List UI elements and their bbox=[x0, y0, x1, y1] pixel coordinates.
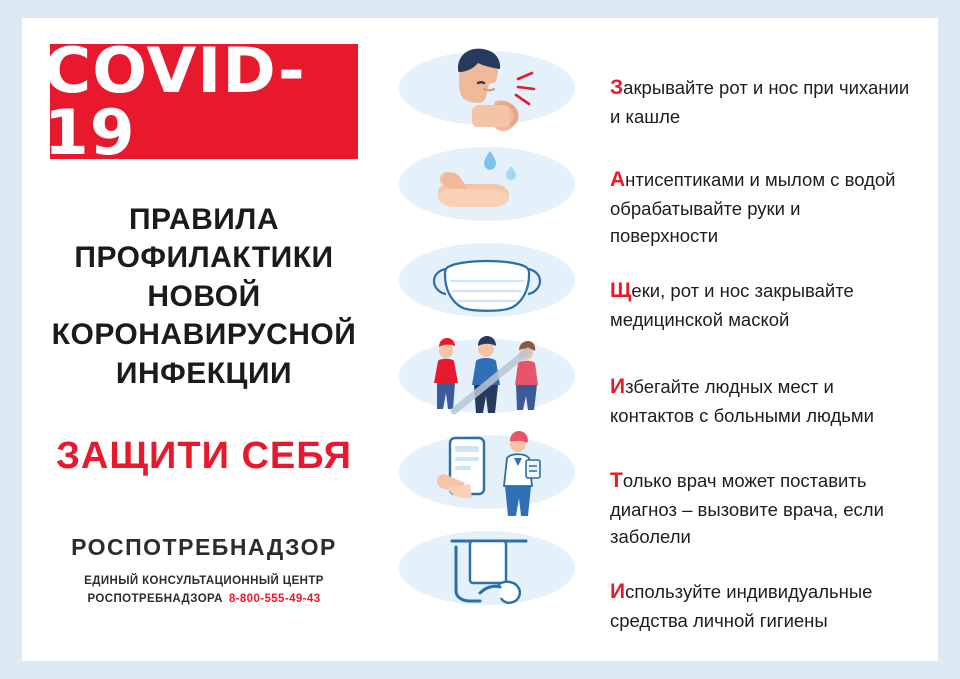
rule-text: еки, рот и нос закрывайте медицинской маской bbox=[610, 279, 854, 331]
center-line-2: РОСПОТРЕБНАДЗОРА bbox=[87, 592, 223, 605]
personal-hygiene-icon bbox=[412, 523, 562, 613]
protect-slogan: ЗАЩИТИ СЕБЯ bbox=[56, 434, 352, 477]
consultation-center-info bbox=[84, 573, 324, 609]
organization-name: РОСПОТРЕБНАДЗОР bbox=[71, 533, 337, 560]
rule-cap-letter: Щ bbox=[610, 278, 632, 302]
icon-cell-1 bbox=[387, 40, 587, 136]
icon-cell-3 bbox=[387, 232, 587, 328]
poster-rules-column bbox=[592, 18, 938, 661]
page-title: ПРАВИЛА ПРОФИЛАКТИКИ НОВОЙ КОРОНАВИРУСНОЙ ИНФЕКЦИИ bbox=[51, 203, 357, 390]
rule-item bbox=[610, 152, 912, 255]
rule-text: акрывайте рот и нос при чихании и кашле bbox=[610, 77, 910, 128]
rule-cap-letter: А bbox=[610, 167, 626, 191]
icon-cell-5 bbox=[387, 424, 587, 520]
icon-cell-2 bbox=[387, 136, 587, 232]
poster-icon-column bbox=[382, 18, 592, 661]
rule-item bbox=[610, 255, 912, 351]
rule-cap-letter: И bbox=[610, 375, 626, 399]
center-line-2-wrapper bbox=[84, 591, 324, 609]
rule-item bbox=[610, 451, 912, 556]
hotline-phone: 8-800-555-49-43 bbox=[228, 592, 321, 605]
rule-item bbox=[610, 351, 912, 451]
rule-item bbox=[610, 556, 912, 651]
avoid-crowd-icon bbox=[410, 331, 564, 421]
rule-cap-letter: З bbox=[610, 76, 624, 99]
covid-badge bbox=[43, 33, 358, 169]
sneeze-cover-icon bbox=[412, 45, 562, 131]
hand-wash-icon bbox=[412, 141, 562, 227]
rule-text: збегайте людных мест и контактов с больными людьми bbox=[610, 376, 874, 427]
rule-cap-letter: И bbox=[610, 580, 626, 604]
call-doctor-icon bbox=[410, 426, 564, 518]
rule-text: олько врач может поставить диагноз – вызовите врача, если заболели bbox=[610, 470, 884, 548]
icon-cell-6 bbox=[387, 520, 587, 616]
rule-item bbox=[610, 52, 912, 152]
poster-left-column bbox=[22, 18, 382, 661]
icon-cell-4 bbox=[387, 328, 587, 424]
rule-text: спользуйте индивидуальные средства личной гигиены bbox=[610, 581, 873, 632]
poster bbox=[22, 18, 938, 661]
rule-cap-letter: Т bbox=[610, 469, 623, 492]
rule-text: нтисептиками и мылом с водой обрабатывайте руки и поверхности bbox=[610, 168, 896, 247]
medical-mask-icon bbox=[412, 237, 562, 323]
center-line-1: ЕДИНЫЙ КОНСУЛЬТАЦИОННЫЙ ЦЕНТР bbox=[84, 574, 324, 587]
covid-badge-label: COVID-19 bbox=[43, 33, 306, 169]
